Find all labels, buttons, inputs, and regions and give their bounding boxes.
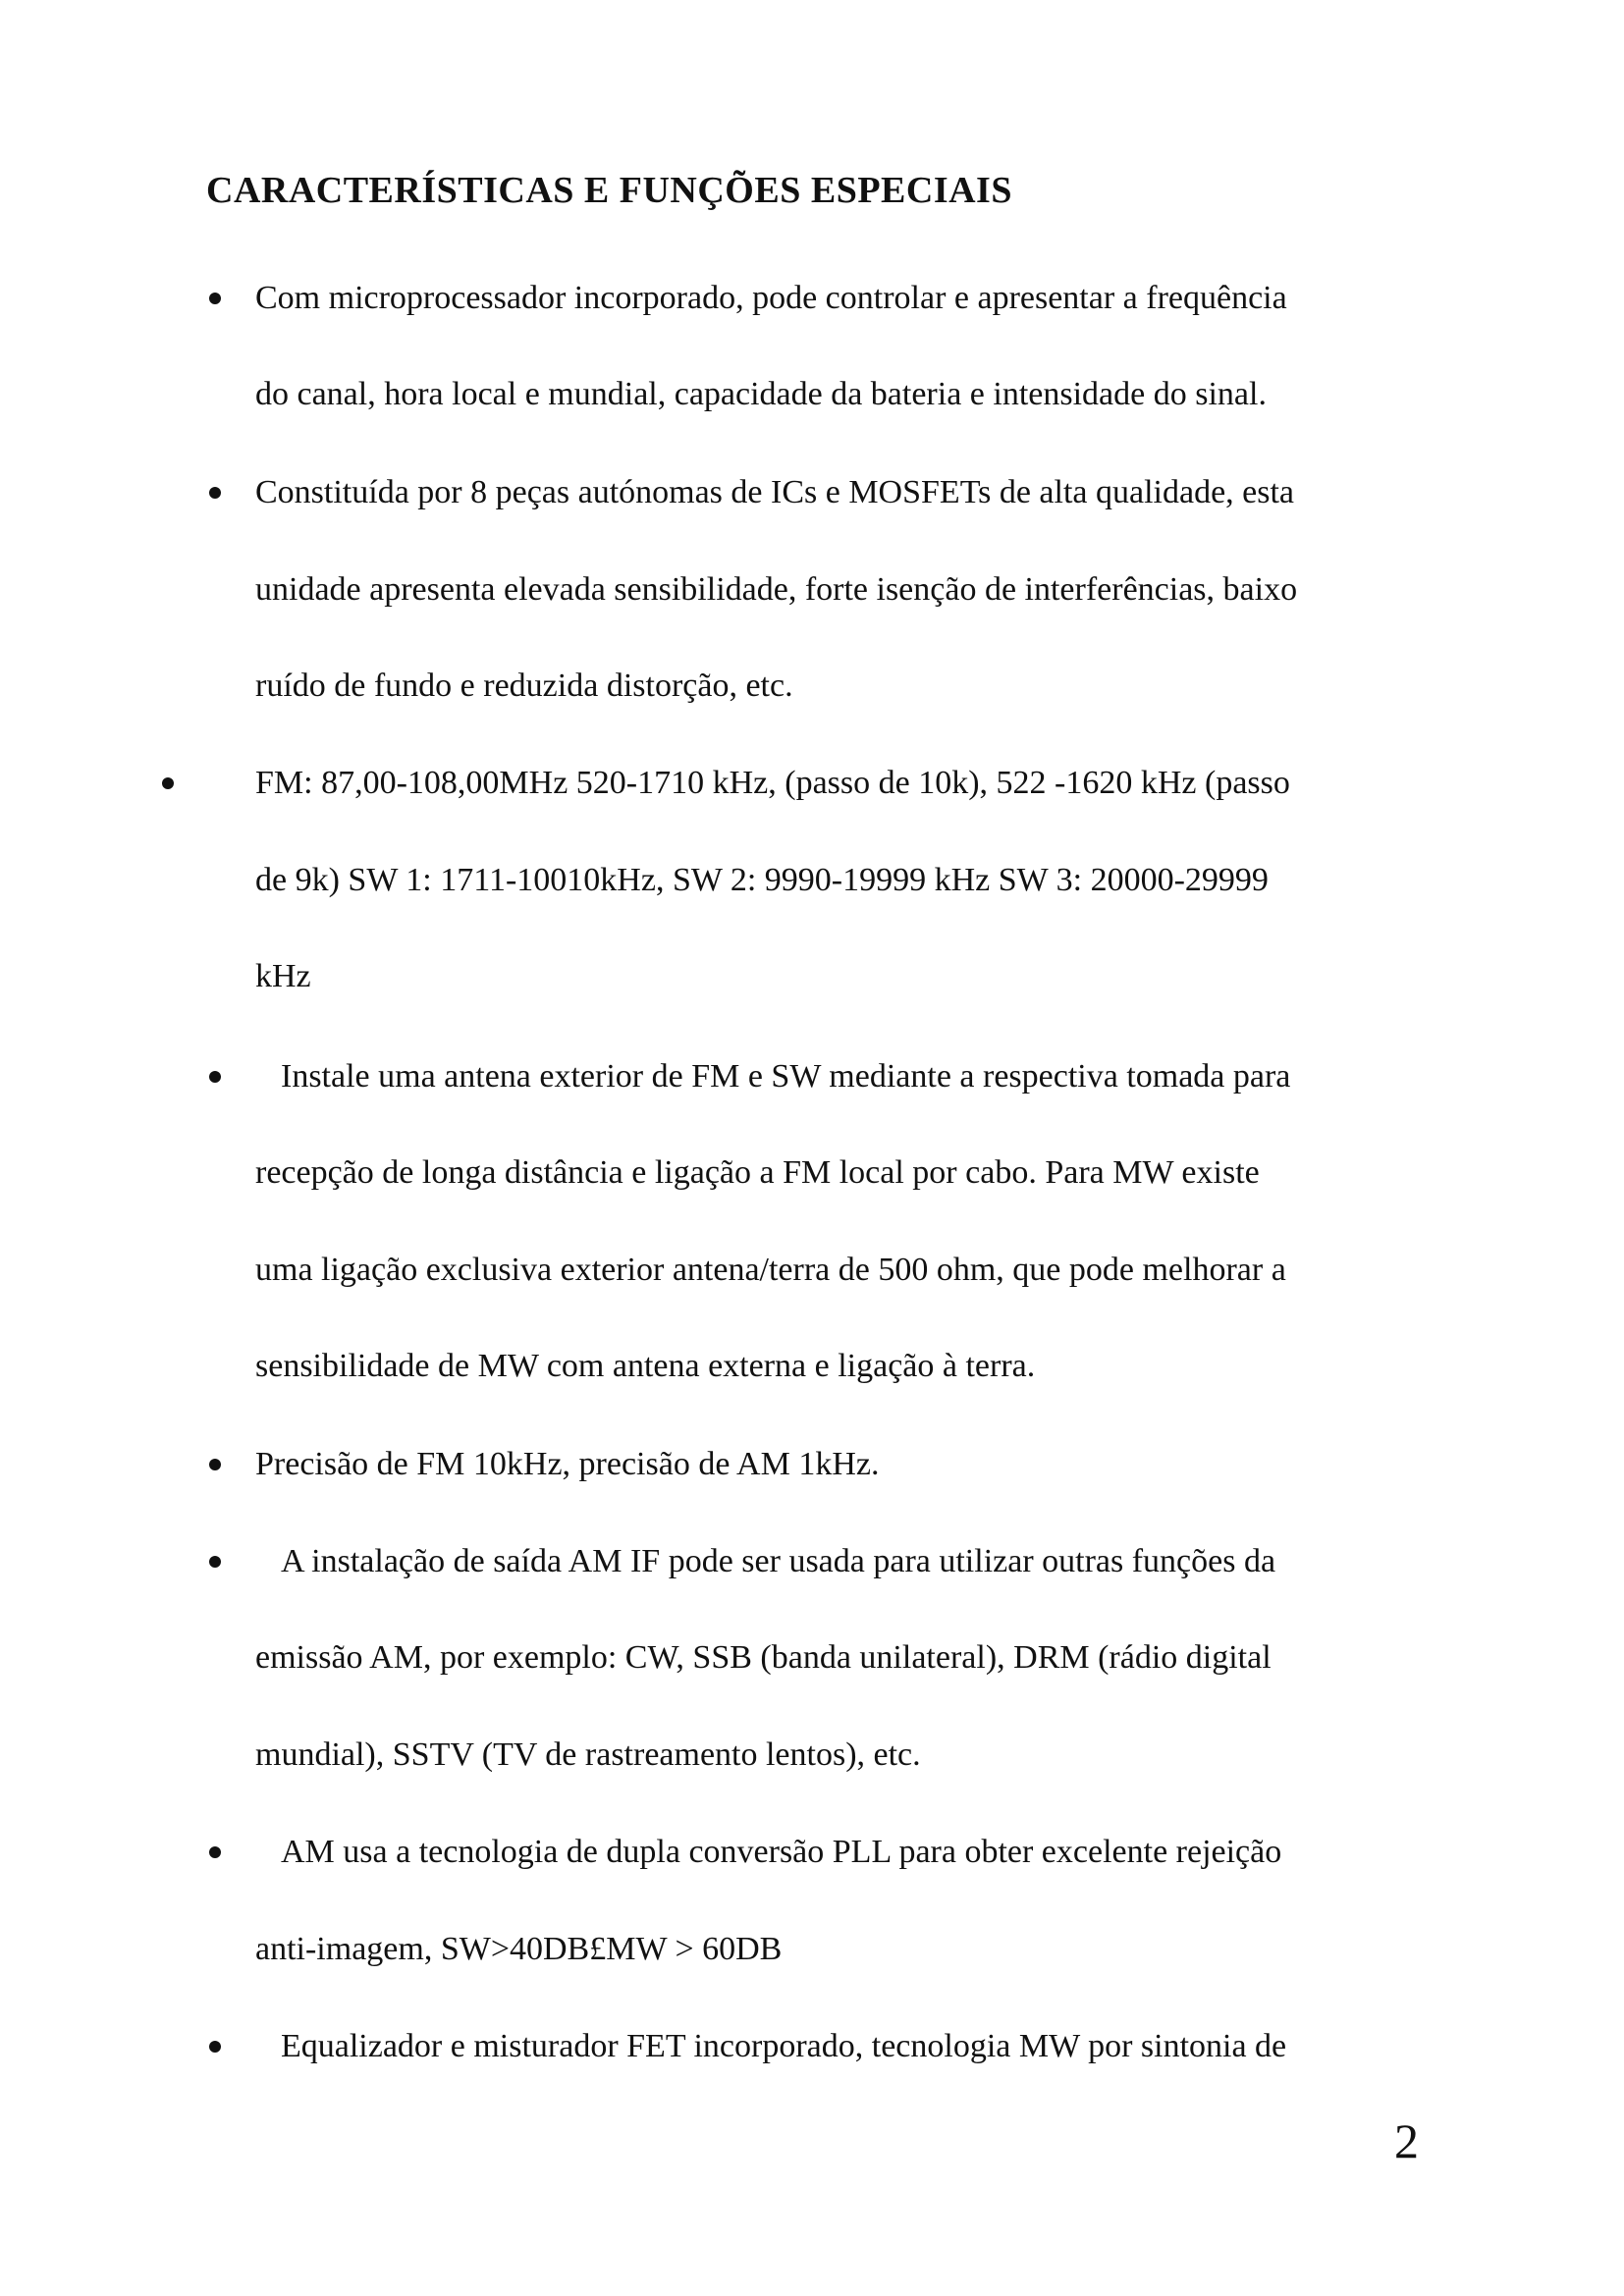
list-item-line: A instalação de saída AM IF pode ser usada para utilizar outras funções da — [281, 1543, 1276, 1579]
bullet-icon — [162, 777, 174, 789]
bullet-icon — [209, 2041, 221, 2053]
bullet-icon — [209, 1071, 221, 1083]
list-item-line: Equalizador e misturador FET incorporado, tecnologia MW por sintonia de — [281, 2028, 1287, 2064]
list-item-line: sensibilidade de MW com antena externa e ligação à terra. — [255, 1348, 1036, 1384]
bullet-icon — [209, 293, 221, 304]
bullet-icon — [209, 487, 221, 499]
list-item-line: Com microprocessador incorporado, pode controlar e apresentar a frequência — [255, 280, 1287, 316]
list-item-line: Constituída por 8 peças autónomas de ICs e MOSFETs de alta qualidade, esta — [255, 474, 1295, 510]
list-item-line: emissão AM, por exemplo: CW, SSB (banda unilateral), DRM (rádio digital — [255, 1639, 1272, 1676]
list-item-line: Precisão de FM 10kHz, precisão de AM 1kHz. — [255, 1446, 880, 1482]
list-item-line: uma ligação exclusiva exterior antena/terra de 500 ohm, que pode melhorar a — [255, 1252, 1286, 1288]
page-number: 2 — [1394, 2113, 1419, 2168]
list-item-line: anti-imagem, SW>40DB£MW > 60DB — [255, 1931, 783, 1967]
list-item-line: FM: 87,00-108,00MHz 520-1710 kHz, (passo de 10k), 522 -1620 kHz (passo — [255, 765, 1290, 801]
bullet-icon — [209, 1846, 221, 1858]
list-item-line: do canal, hora local e mundial, capacidade da bateria e intensidade do sinal. — [255, 376, 1267, 412]
bullet-icon — [209, 1556, 221, 1568]
list-item-line: de 9k) SW 1: 1711-10010kHz, SW 2: 9990-19999 kHz SW 3: 20000-29999 — [255, 862, 1269, 898]
section-heading: CARACTERÍSTICAS E FUNÇÕES ESPECIAIS — [206, 170, 1012, 211]
list-item-line: recepção de longa distância e ligação a FM local por cabo. Para MW existe — [255, 1154, 1260, 1191]
list-item-line: mundial), SSTV (TV de rastreamento lentos), etc. — [255, 1736, 921, 1773]
list-item-line: kHz — [255, 958, 311, 994]
list-item-line: ruído de fundo e reduzida distorção, etc. — [255, 667, 793, 704]
bullet-icon — [209, 1459, 221, 1470]
list-item-line: unidade apresenta elevada sensibilidade, forte isenção de interferências, baixo — [255, 571, 1298, 608]
list-item-line: Instale uma antena exterior de FM e SW mediante a respectiva tomada para — [281, 1058, 1291, 1095]
list-item-line: AM usa a tecnologia de dupla conversão PLL para obter excelente rejeição — [281, 1834, 1282, 1870]
